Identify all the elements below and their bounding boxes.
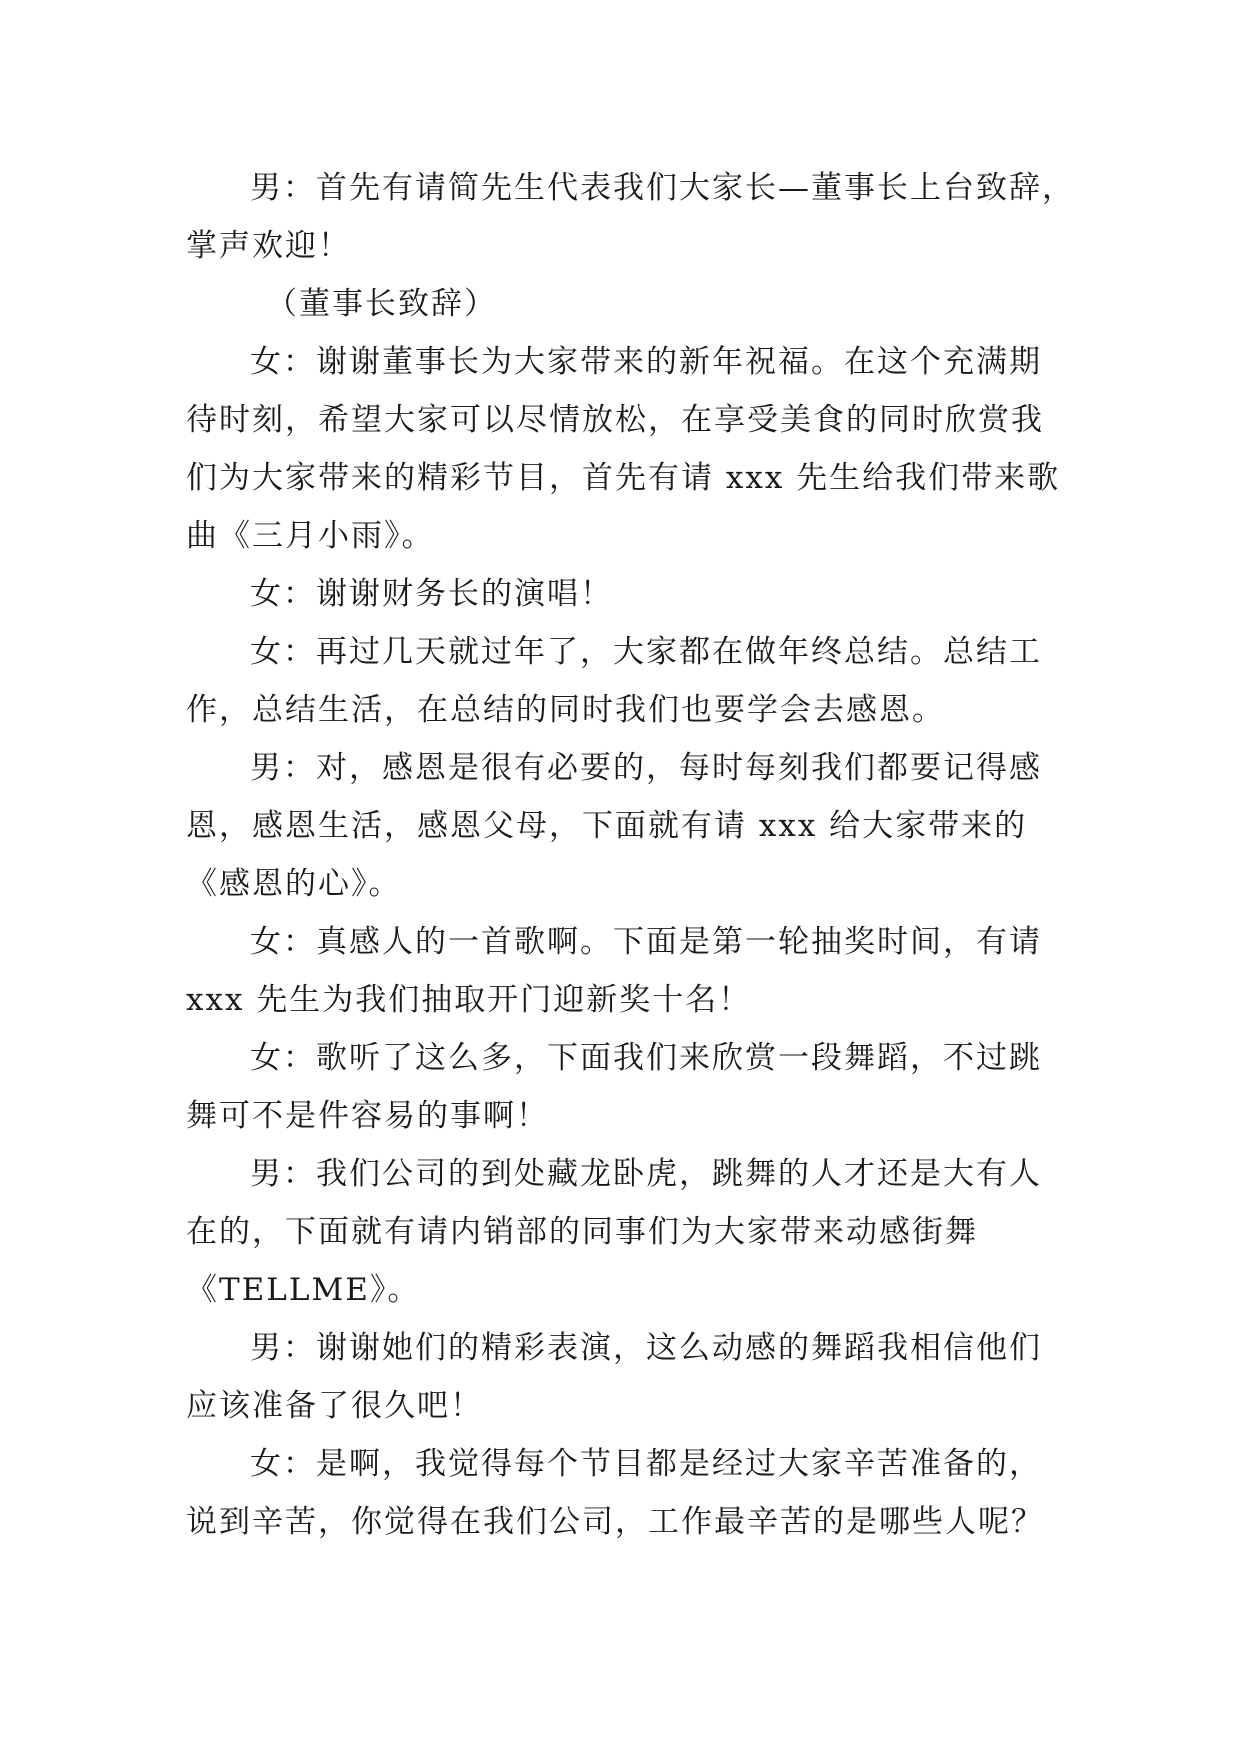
- paragraph: [186, 1145, 1086, 1319]
- text-line: （董事长致辞）: [266, 286, 497, 322]
- text-line: 舞可不是件容易的事啊！: [186, 1098, 549, 1134]
- paragraph: [186, 1435, 1086, 1551]
- text-line: 女：歌听了这么多，下面我们来欣赏一段舞蹈，不过跳: [250, 1040, 1042, 1076]
- text-line: 作，总结生活，在总结的同时我们也要学会去感恩。: [186, 692, 945, 728]
- text-line: 恩，感恩生活，感恩父母，下面就有请 xxx 给大家带来的: [186, 808, 1028, 844]
- paragraph: [186, 565, 1086, 623]
- script-body: [186, 159, 1086, 1551]
- text-line: xxx 先生为我们抽取开门迎新奖十名！: [186, 982, 752, 1018]
- paragraph: [186, 739, 1086, 913]
- text-line: 曲《三月小雨》。: [186, 518, 435, 554]
- text-line: 《感恩的心》。: [186, 866, 402, 902]
- paragraph: [186, 623, 1086, 739]
- text-line: 男：首先有请简先生代表我们大家长—董事长上台致辞，: [250, 170, 1075, 206]
- text-line: 待时刻，希望大家可以尽情放松，在享受美食的同时欣赏我: [186, 402, 1044, 438]
- text-line: 男：谢谢她们的精彩表演，这么动感的舞蹈我相信他们: [250, 1330, 1042, 1366]
- text-line: 在的，下面就有请内销部的同事们为大家带来动感街舞: [186, 1214, 978, 1250]
- text-line: 男：对，感恩是很有必要的，每时每刻我们都要记得感: [250, 750, 1042, 786]
- text-line: 说到辛苦，你觉得在我们公司，工作最辛苦的是哪些人呢？: [186, 1504, 1044, 1540]
- stage-direction: [186, 275, 1086, 333]
- paragraph: [186, 913, 1086, 1029]
- text-line: 女：再过几天就过年了，大家都在做年终总结。总结工: [250, 634, 1042, 670]
- paragraph: [186, 159, 1086, 275]
- text-line: 掌声欢迎！: [186, 228, 351, 264]
- paragraph: [186, 333, 1086, 565]
- text-line: 女：谢谢董事长为大家带来的新年祝福。在这个充满期: [250, 344, 1042, 380]
- text-line: 女：是啊，我觉得每个节目都是经过大家辛苦准备的，: [250, 1446, 1042, 1482]
- paragraph: [186, 1319, 1086, 1435]
- paragraph: [186, 1029, 1086, 1145]
- text-line: 应该准备了很久吧！: [186, 1388, 483, 1424]
- text-line: 们为大家带来的精彩节目，首先有请 xxx 先生给我们带来歌: [186, 460, 1061, 496]
- text-line: 《TELLME》。: [186, 1272, 421, 1308]
- text-line: 男：我们公司的到处藏龙卧虎，跳舞的人才还是大有人: [250, 1156, 1042, 1192]
- text-line: 女：真感人的一首歌啊。下面是第一轮抽奖时间，有请: [250, 924, 1042, 960]
- text-line: 女：谢谢财务长的演唱！: [250, 576, 613, 612]
